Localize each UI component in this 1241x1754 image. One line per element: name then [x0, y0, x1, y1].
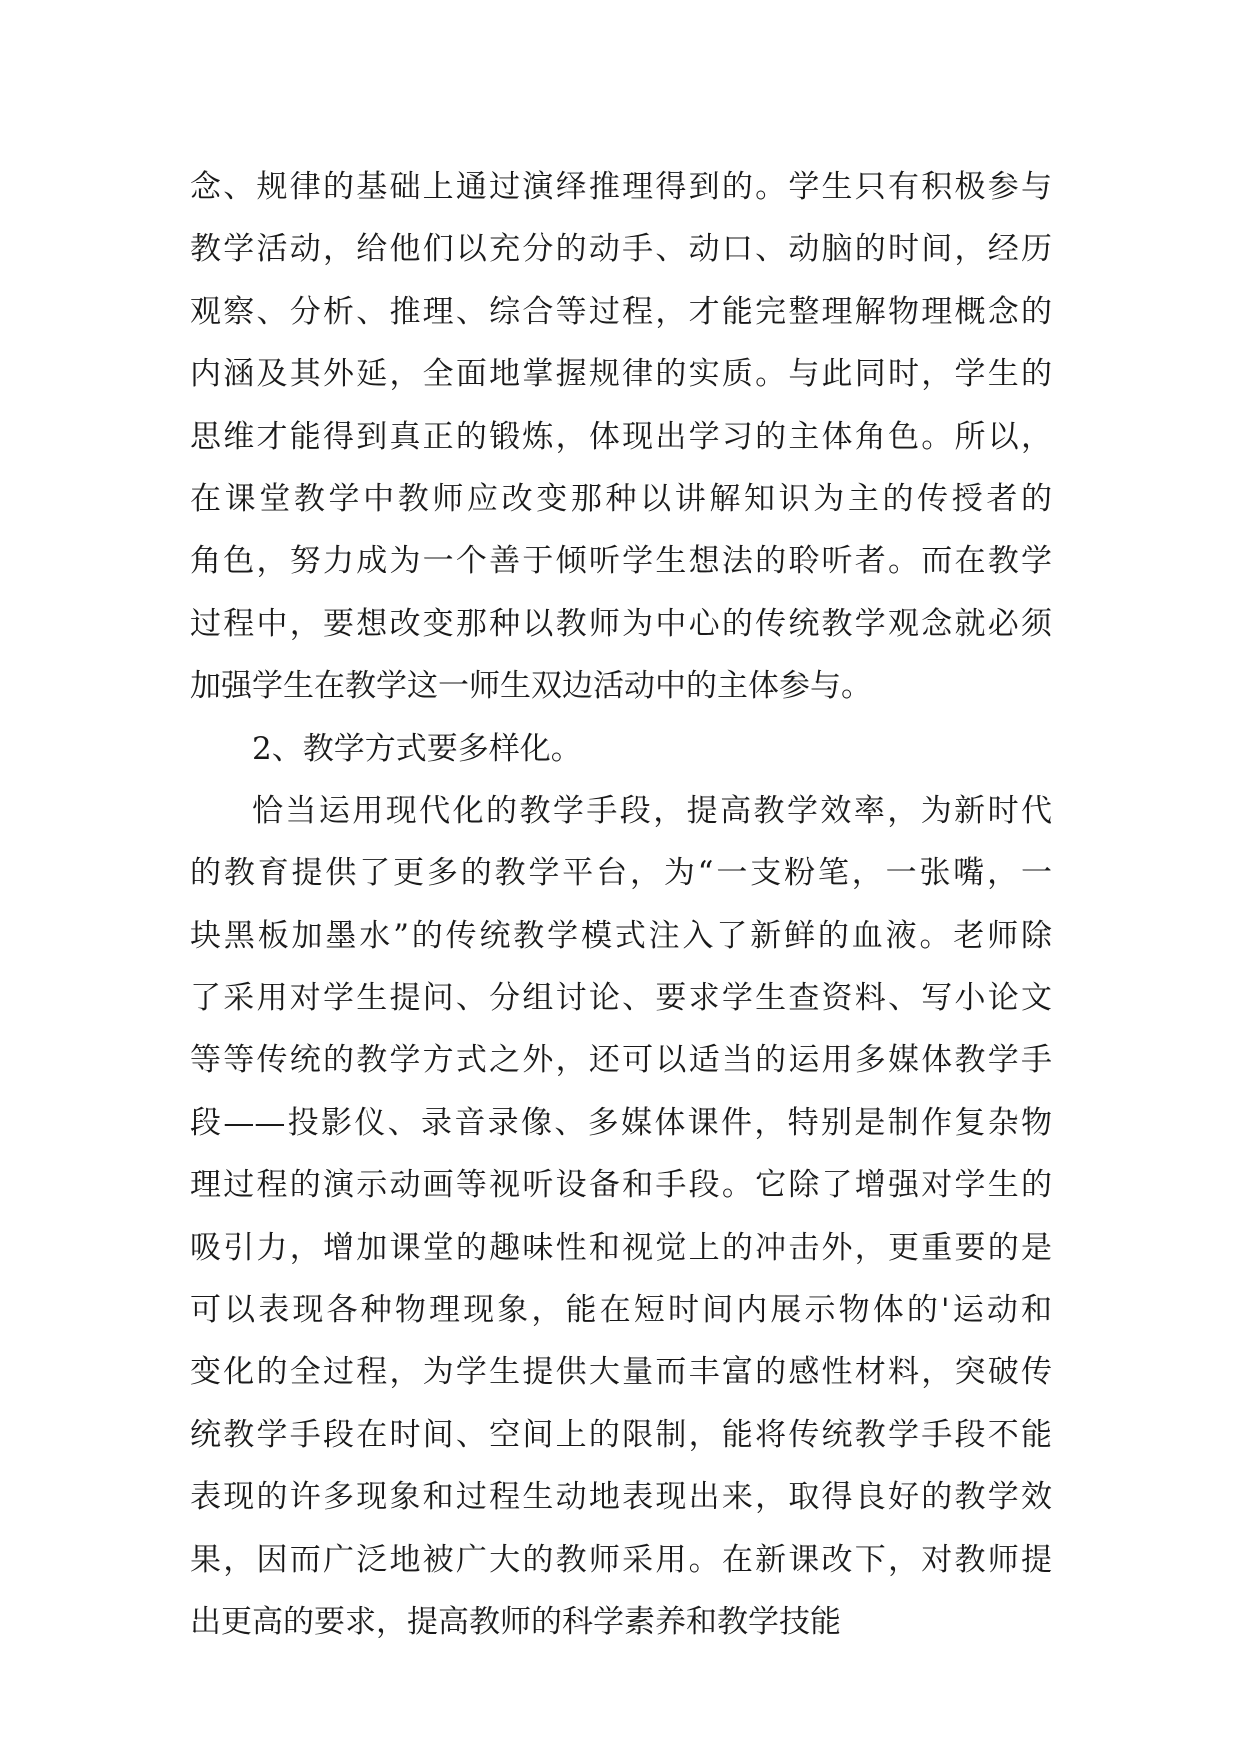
paragraph-line: 吸引力，增加课堂的趣味性和视觉上的冲击外，更重要的是 — [190, 1229, 1052, 1266]
paragraph-line: 教学活动，给他们以充分的动手、动口、动脑的时间，经历 — [190, 231, 1052, 268]
paragraph-line: 表现的许多现象和过程生动地表现出来，取得良好的教学效 — [190, 1479, 1052, 1516]
paragraph-line: 出更高的要求，提高教师的科学素养和教学技能 — [190, 1603, 841, 1640]
paragraph-line: 思维才能得到真正的锻炼，体现出学习的主体角色。所以， — [190, 418, 1052, 455]
paragraph-line: 过程中，要想改变那种以教师为中心的传统教学观念就必须 — [190, 605, 1052, 642]
paragraph-2 — [190, 780, 1052, 1653]
paragraph-line: 念、规律的基础上通过演绎推理得到的。学生只有积极参与 — [190, 169, 1052, 205]
paragraph-line: 恰当运用现代化的教学手段，提高教学效率，为新时代 — [252, 792, 1052, 829]
paragraph-line: 角色，努力成为一个善于倾听学生想法的聆听者。而在教学 — [190, 543, 1052, 580]
paragraph-line: 果，因而广泛地被广大的教师采用。在新课改下，对教师提 — [190, 1541, 1052, 1578]
paragraph-line: 段——投影仪、录音录像、多媒体课件，特别是制作复杂物 — [190, 1104, 1052, 1141]
paragraph-line: 的教育提供了更多的教学平台，为“一支粉笔，一张嘴，一 — [190, 855, 1052, 892]
paragraph-line: 可以表现各种物理现象，能在短时间内展示物体的'运动和 — [190, 1292, 1052, 1329]
paragraph-line: 加强学生在教学这一师生双边活动中的主体参与。 — [190, 668, 872, 705]
paragraph-line: 等等传统的教学方式之外，还可以适当的运用多媒体教学手 — [190, 1042, 1052, 1079]
paragraph-line: 理过程的演示动画等视听设备和手段。它除了增强对学生的 — [190, 1167, 1052, 1204]
paragraph-line: 块黑板加墨水”的传统教学模式注入了新鲜的血液。老师除 — [190, 917, 1052, 954]
paragraph-line: 统教学手段在时间、空间上的限制，能将传统教学手段不能 — [190, 1416, 1052, 1453]
paragraph-line: 了采用对学生提问、分组讨论、要求学生查资料、写小论文 — [190, 980, 1052, 1017]
paragraph-line: 在课堂教学中教师应改变那种以讲解知识为主的传授者的 — [190, 480, 1052, 517]
paragraph-line: 变化的全过程，为学生提供大量而丰富的感性材料，突破传 — [190, 1354, 1052, 1391]
paragraph-1 — [190, 156, 1052, 718]
paragraph-line: 内涵及其外延，全面地掌握规律的实质。与此同时，学生的 — [190, 356, 1052, 393]
document-page — [190, 156, 1052, 1653]
paragraph-line: 观察、分析、推理、综合等过程，才能完整理解物理概念的 — [190, 293, 1052, 330]
section-heading: 2、教学方式要多样化。 — [252, 730, 582, 767]
